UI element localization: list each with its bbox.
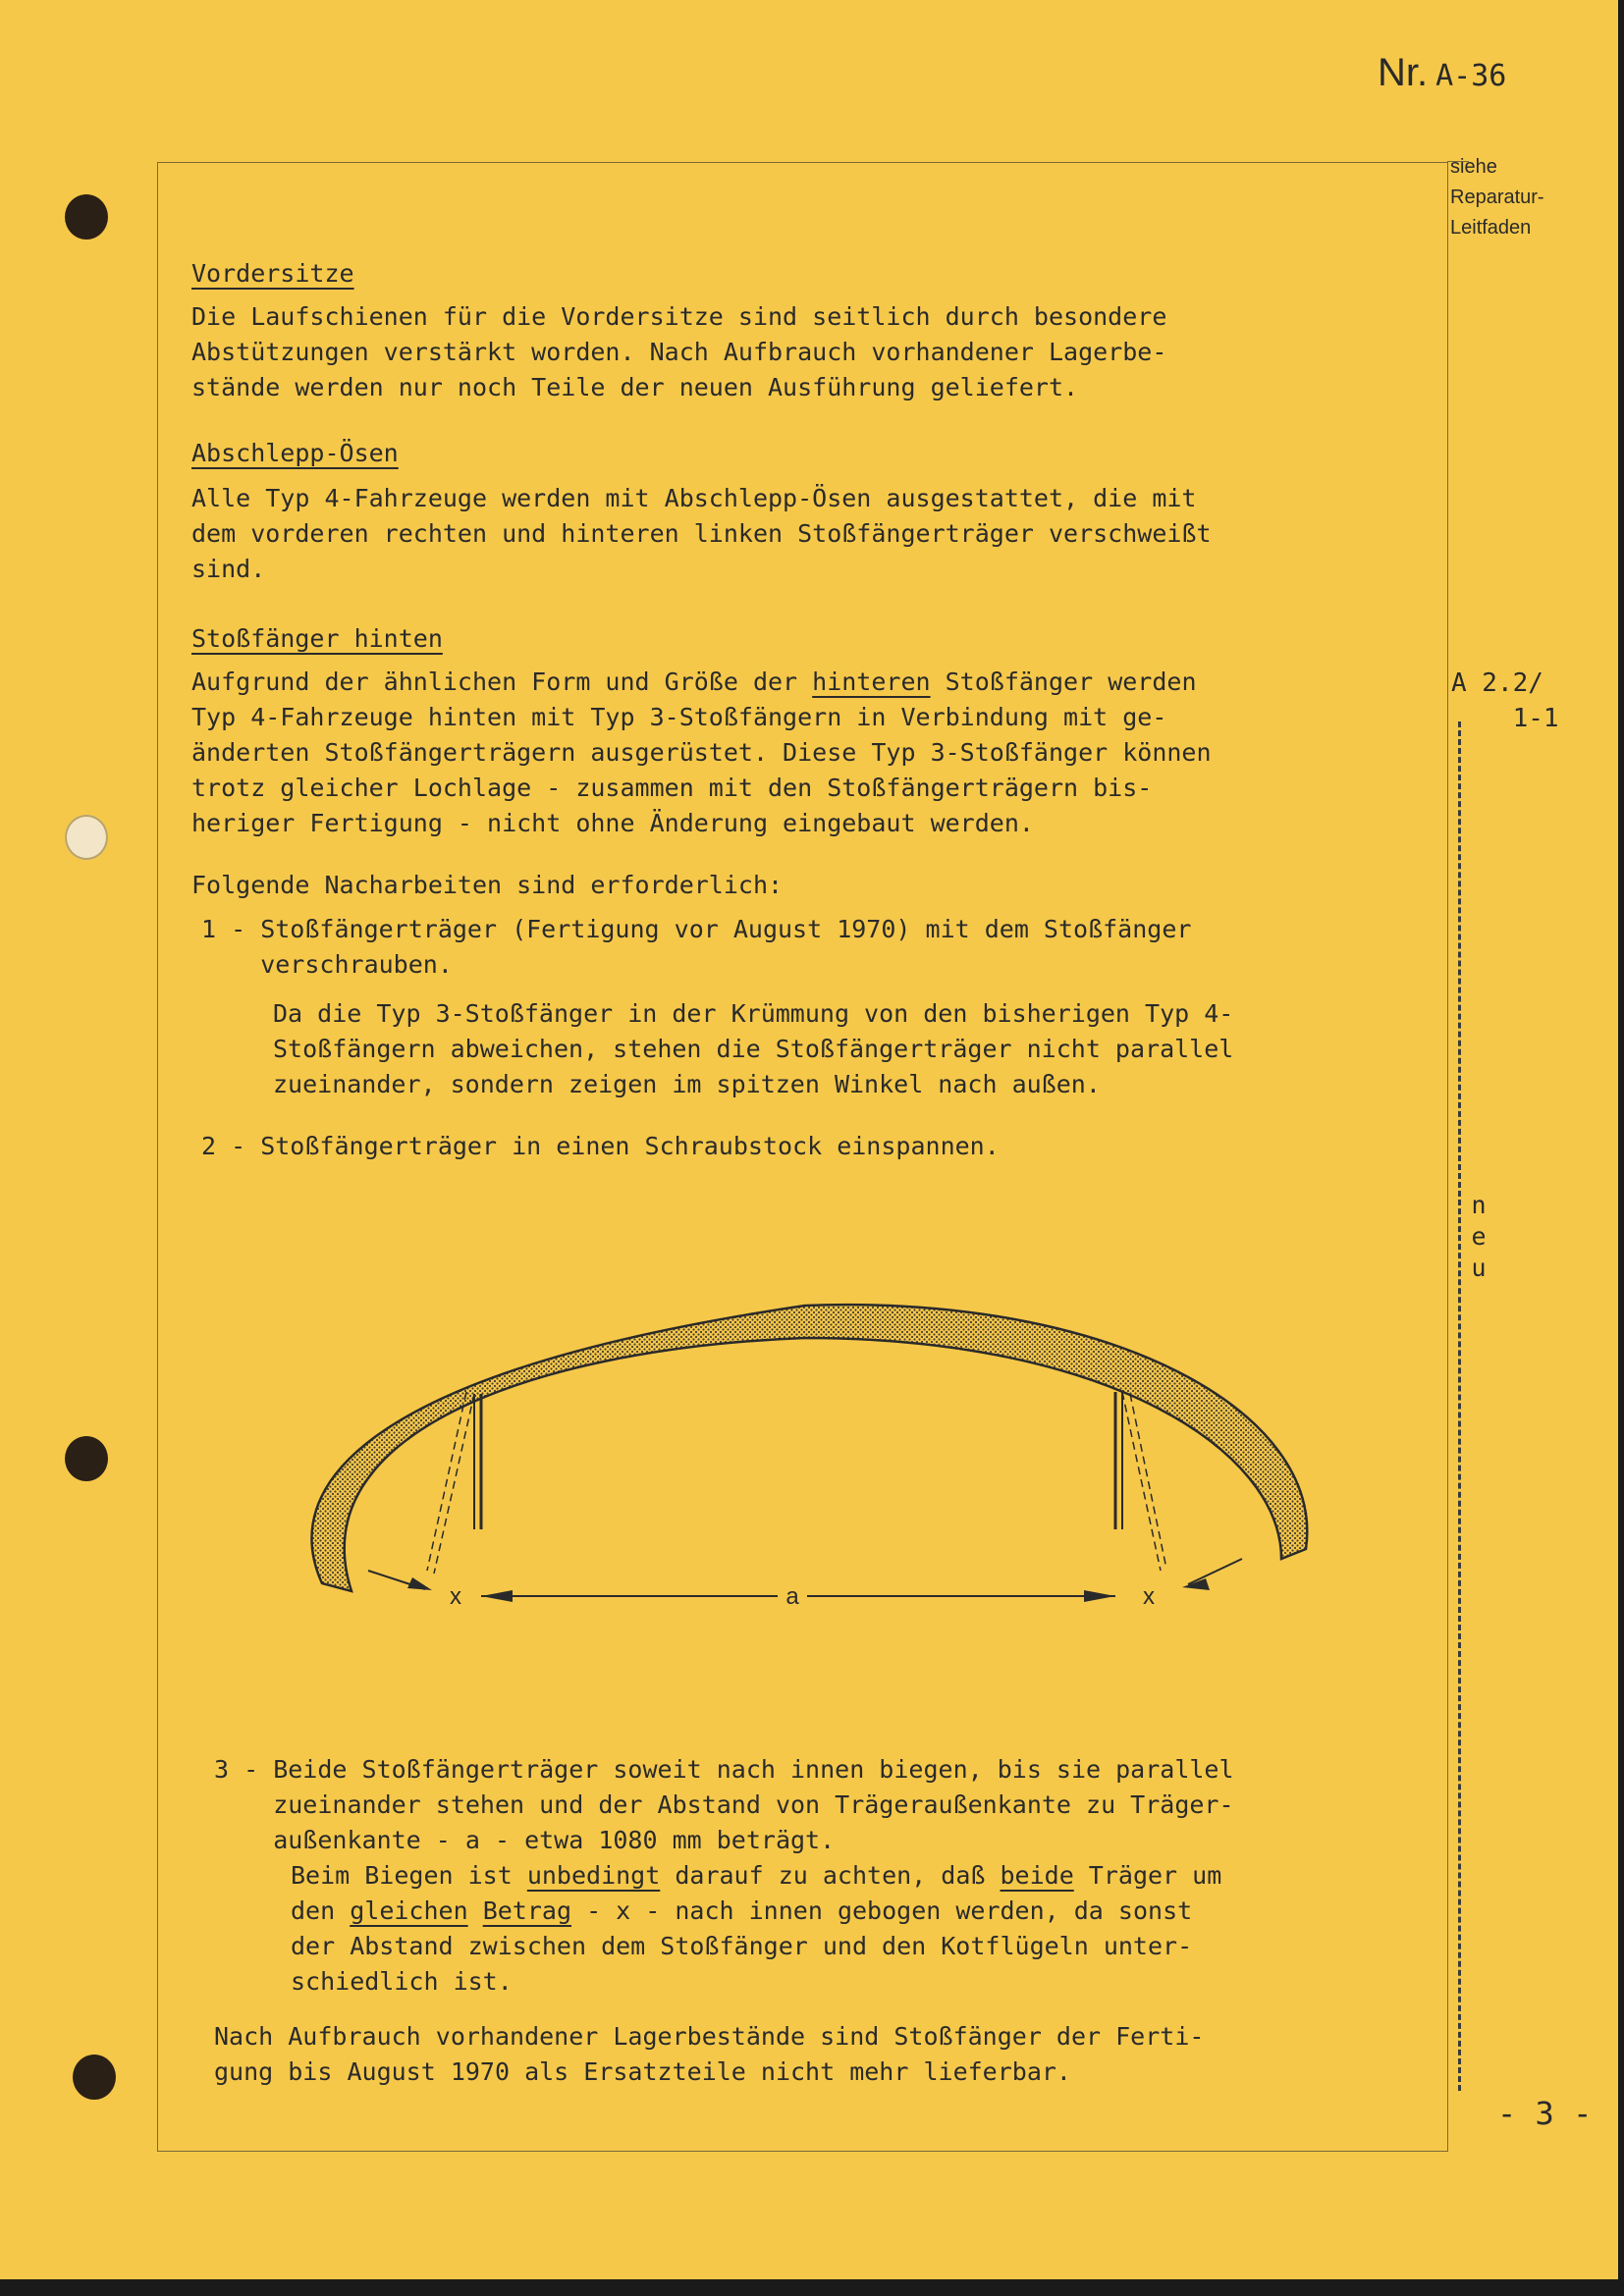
- change-bar: [1458, 721, 1461, 2091]
- arrow-a-left: [481, 1590, 513, 1602]
- paragraph-abschlepp-oesen: Alle Typ 4-Fahrzeuge werden mit Abschlepp-Ösen ausgestattet, die mit dem vorderen rechten und hinteren linken Stoßfängerträger verschweißt sind.: [191, 484, 1212, 583]
- leader-right: [1188, 1559, 1242, 1584]
- neu-marker: n e u: [1471, 1191, 1487, 1282]
- bumper-shape: [312, 1305, 1308, 1591]
- label-x-right: x: [1143, 1583, 1155, 1610]
- bent-right-a: [1122, 1392, 1161, 1571]
- step-3: 3 - Beide Stoßfängerträger soweit nach innen biegen, bis sie parallel zueinander stehen und der Abstand von Trägeraußenkante zu Träger- außenkante - a - etwa 1080 mm beträgt.: [214, 1755, 1234, 1854]
- document-number: [1378, 51, 1506, 95]
- bumper-diagram: [295, 1294, 1326, 1647]
- punch-hole: [65, 815, 108, 860]
- label-a: a: [785, 1583, 799, 1610]
- punch-hole: [73, 2055, 116, 2100]
- frame-extension: [1447, 161, 1469, 162]
- paragraph-vordersitze: Die Laufschienen für die Vordersitze sind seitlich durch besondere Abstützungen verstärkt worden. Nach Aufbrauch vorhandener Lagerbe- stände werden nur noch Teile der neuen Ausführung geliefert.: [191, 302, 1167, 401]
- arrow-a-right: [1084, 1590, 1115, 1602]
- step-2: 2 - Stoßfängerträger in einen Schraubstock einspannen.: [201, 1132, 1000, 1160]
- nacharbeiten-label: Folgende Nacharbeiten sind erforderlich:: [191, 871, 784, 899]
- side-note-line: siehe: [1450, 156, 1497, 178]
- bent-left-a: [434, 1394, 474, 1574]
- paragraph-stossfaenger-intro: Aufgrund der ähnlichen Form und Größe der hinteren Stoßfänger werden Typ 4-Fahrzeuge hinten mit Typ 3-Stoßfängern in Verbindung mit ge- änderten Stoßfängerträgern ausgerüstet. Diese Typ 3-Stoßfänger können trotz gleicher Lochlage - zusammen mit den Stoßfängerträgern bis- heriger Fertigung - nicht ohne Änderung eingebaut werden.: [191, 667, 1212, 837]
- heading-abschlepp-oesen: Abschlepp-Ösen: [191, 439, 399, 467]
- side-note: [1450, 152, 1544, 243]
- bent-right-b: [1130, 1394, 1166, 1569]
- page-number: - 3 -: [1497, 2095, 1593, 2132]
- side-note-line: Reparatur-: [1450, 187, 1544, 208]
- step-1-note: Da die Typ 3-Stoßfänger in der Krümmung von den bisherigen Typ 4- Stoßfängern abweichen, stehen die Stoßfängerträger nicht parallel zueinander, sondern zeigen im spitzen Winkel nach außen.: [273, 999, 1234, 1098]
- side-note-line: Leitfaden: [1450, 217, 1532, 239]
- heading-stossfaenger-hinten: Stoßfänger hinten: [191, 624, 443, 653]
- heading-vordersitze: Vordersitze: [191, 259, 354, 288]
- step-1: 1 - Stoßfängerträger (Fertigung vor August 1970) mit dem Stoßfänger verschrauben.: [201, 915, 1192, 979]
- nr-label: Nr.: [1378, 51, 1429, 94]
- step-3-note: Beim Biegen ist unbedingt darauf zu achten, daß beide Träger um den gleichen Betrag - x - nach innen gebogen werden, da sonst der Abstand zwischen dem Stoßfänger und den Kotflügeln unter- schiedlich ist.: [291, 1861, 1222, 1996]
- closing-paragraph: Nach Aufbrauch vorhandener Lagerbestände sind Stoßfänger der Ferti- gung bis August 1970 als Ersatzteile nicht mehr lieferbar.: [214, 2022, 1205, 2086]
- nr-value: A-36: [1435, 59, 1507, 93]
- punch-hole: [65, 194, 108, 240]
- label-x-left: x: [450, 1583, 461, 1610]
- punch-hole: [65, 1436, 108, 1481]
- margin-reference: A 2.2/ 1-1: [1451, 668, 1559, 733]
- arrow-x-left: [407, 1577, 432, 1590]
